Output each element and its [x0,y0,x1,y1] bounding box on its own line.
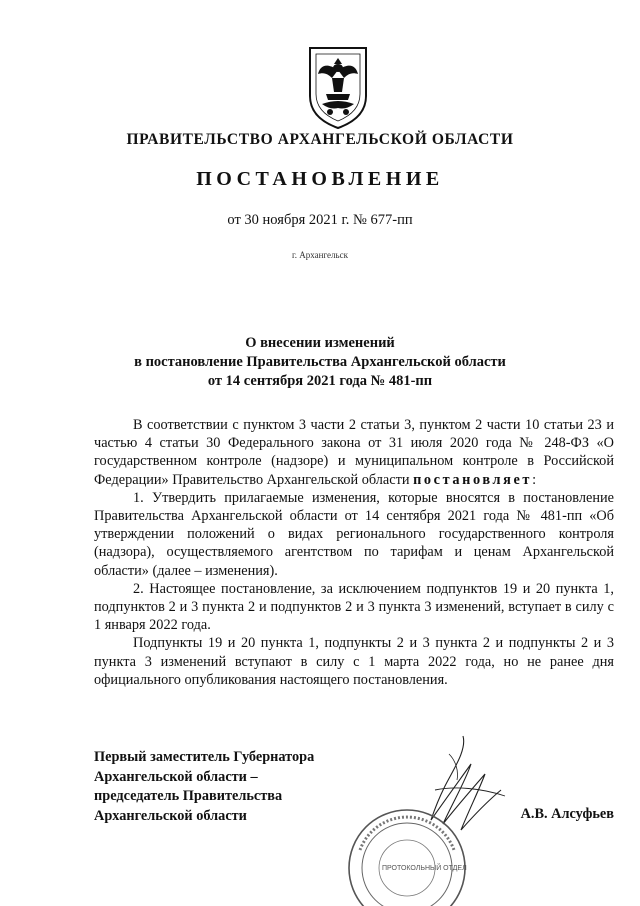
document-body [94,416,614,689]
resolves-word: постановляет [413,471,533,488]
resolves-colon: : [532,471,537,488]
body-paragraph-3: Подпункты 19 и 20 пункта 1, подпункты 2 и 3 пункта 2 и подпункты 2 и 3 пункта 3 изменений вступают в силу с 1 марта 2022 года, но не ранее дня официального опубликования настоящего постановления. [94,635,614,688]
signer-title-line: председатель Правительства [94,788,283,804]
signer-name: А.В. Алсуфьев [520,806,614,822]
document-subject [90,334,550,391]
coat-of-arms-icon [290,44,386,130]
official-stamp [342,798,472,906]
document-city: г. Архангельск [292,250,348,260]
signer-title-line: Первый заместитель Губернатора [94,749,315,765]
body-paragraph-2: 2. Настоящее постановление, за исключением подпунктов 19 и 20 пункта 1, подпунктов 2 и 3 пункта 2 и подпунктов 2 и 3 пункта 3 изменений, вступает в силу с 1 января 2022 года. [94,580,614,634]
organization-title: ПРАВИТЕЛЬСТВО АРХАНГЕЛЬСКОЙ ОБЛАСТИ [126,131,514,148]
signer-title-line: Архангельской области – [94,768,258,785]
document-type-heading: ПОСТАНОВЛЕНИЕ [196,168,444,190]
document-date-number: от 30 ноября 2021 г. № 677-пп [227,212,413,228]
body-paragraph-1: 1. Утвердить прилагаемые изменения, которые вносятся в постановление Правительства Архангельской области от 14 сентября 2021 года № 481-пп «Об утверждении положений о видах регионального государственного контроля (надзора), осуществляемого агентством по тарифам и ценам Архангельской области» (далее – изменения). [94,489,614,579]
subject-line: в постановление Правительства Архангельской области [134,354,506,370]
subject-line: О внесении изменений [245,335,395,351]
subject-line: от 14 сентября 2021 года № 481-пп [207,373,433,389]
preamble-paragraph [94,416,614,489]
stamp-label: ПРОТОКОЛЬНЫЙ ОТДЕЛ [382,865,467,872]
preamble-text: В соответствии с пунктом 3 части 2 статьи 3, пунктом 2 части 10 статьи 23 и частью 4 статьи 30 Федерального закона от 31 июля 2020 года № 248-ФЗ «О государственном контроле (надзоре) и муниципальном контроле в Российской Федерации» Правительство Архангельской области [94,417,614,488]
signer-title-line: Архангельской области [94,807,247,824]
signer-title [94,748,314,826]
